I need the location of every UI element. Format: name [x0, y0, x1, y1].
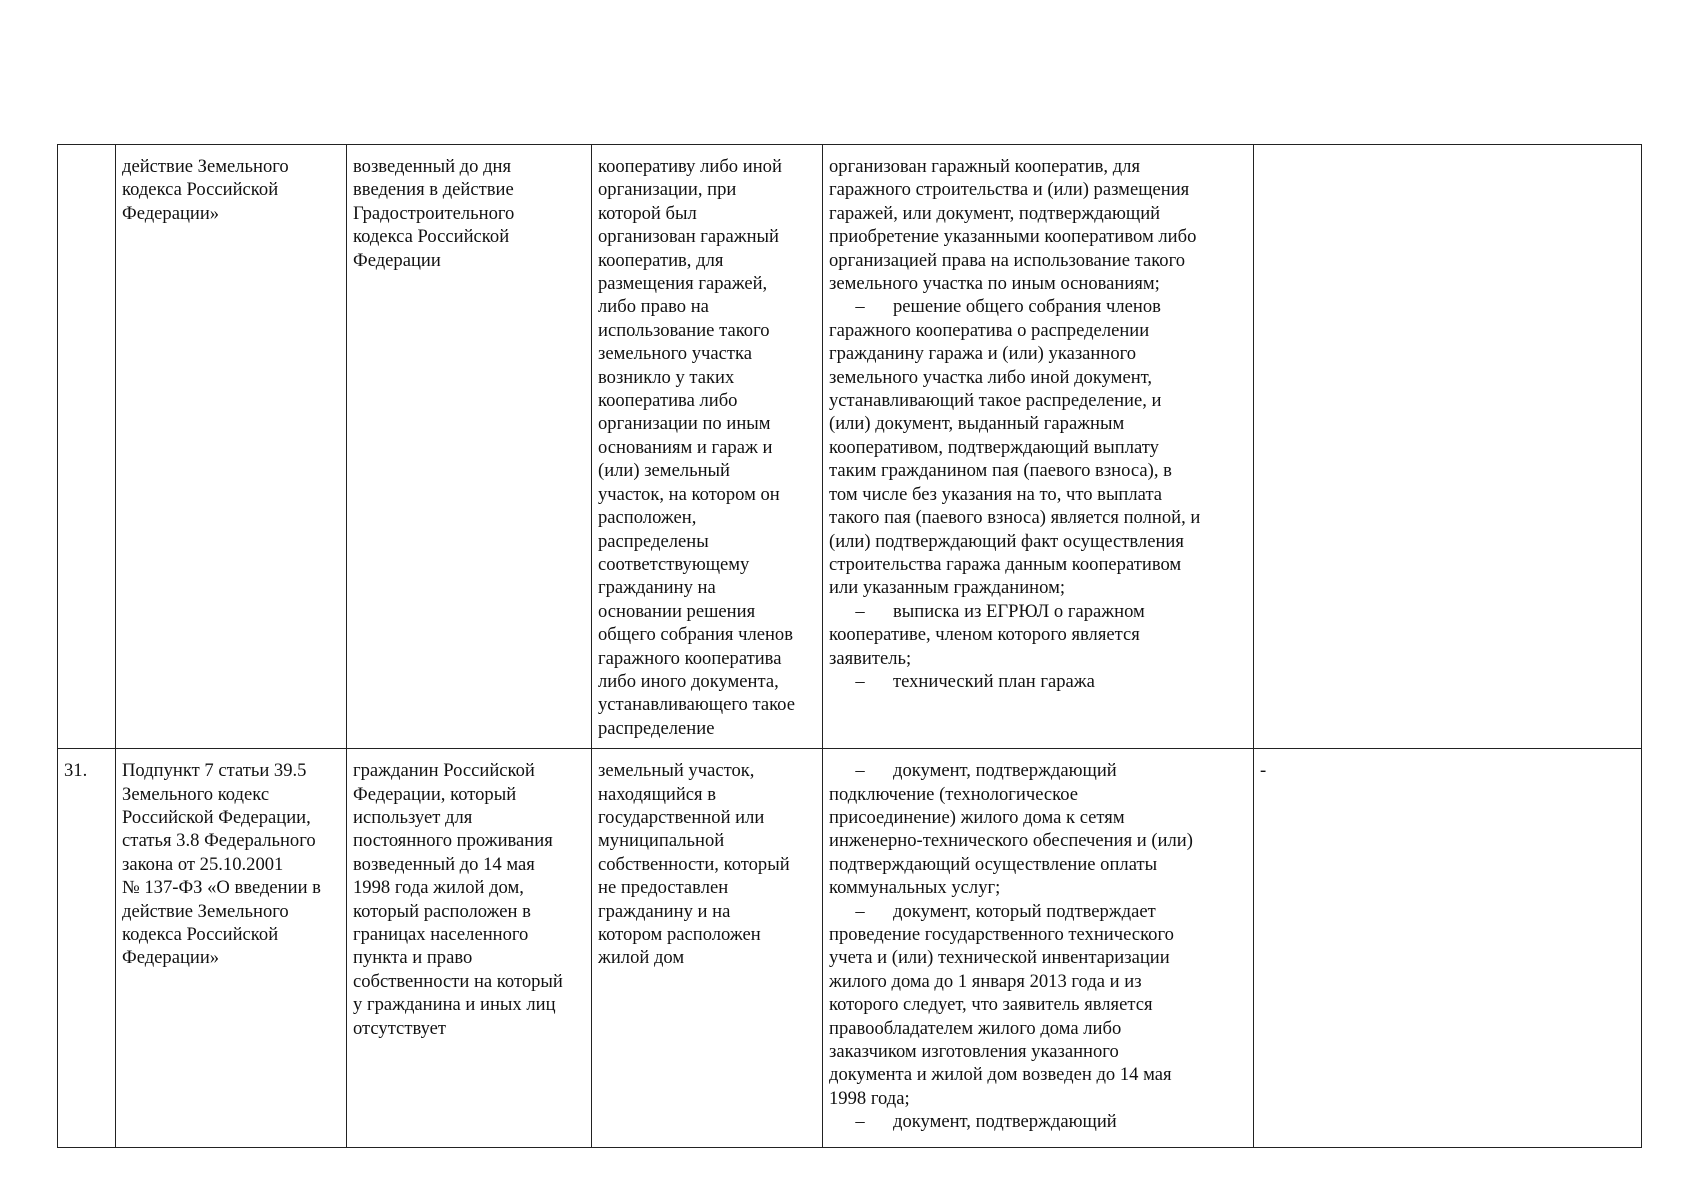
text-line: либо право на: [598, 296, 709, 318]
document-item: [829, 600, 1247, 670]
text-line: закона от 25.10.2001: [122, 853, 284, 875]
text-line: заявитель;: [829, 647, 912, 669]
text-line: гаражного строительства и (или) размещения: [829, 179, 1190, 201]
text-line: действие Земельного: [122, 900, 289, 922]
text-line: 1998 года жилой дом,: [353, 877, 524, 899]
text-line: Подпункт 7 статьи 39.5: [122, 760, 307, 782]
land-plot-cell: [592, 145, 823, 749]
text-line: распределены: [598, 530, 709, 552]
text-line: статья 3.8 Федерального: [122, 830, 316, 852]
text-line: (или) земельный: [598, 460, 730, 482]
text-line: возведенный до 14 мая: [353, 853, 535, 875]
text-line: Федерации, который: [353, 783, 517, 805]
text-line: соответствующему: [598, 553, 750, 575]
text-line: организован гаражный: [598, 226, 779, 248]
text-line: заказчиком изготовления указанного: [829, 1041, 1119, 1063]
text-line: гаражного кооператива о распределении: [829, 319, 1150, 341]
text-line: том числе без указания на то, что выплата: [829, 483, 1163, 505]
text-line: коммунальных услуг;: [829, 877, 1001, 899]
text-line: документ, подтверждающий: [893, 1111, 1117, 1133]
document-item: [829, 670, 1247, 693]
text-line: гражданину и на: [598, 900, 731, 922]
legal-basis-cell: [116, 749, 347, 1148]
document-item: [829, 1110, 1247, 1133]
text-line: приобретение указанными кооперативом либо: [829, 226, 1197, 248]
text-line: гражданин Российской: [353, 760, 535, 782]
text-line: кодекса Российской: [122, 179, 279, 201]
text-line: проведение государственного технического: [829, 924, 1174, 945]
text-line: Российской Федерации,: [122, 806, 311, 828]
documents-cell: [823, 749, 1254, 1148]
applicant-cell: [347, 749, 592, 1148]
text-line: выписка из ЕГРЮЛ о гаражном: [893, 600, 1145, 622]
documents-cell: [823, 145, 1254, 749]
document-item: [829, 155, 1247, 295]
text-line: основании решения: [598, 600, 756, 622]
text-line: гаражного кооператива: [598, 647, 782, 669]
text-line: устанавливающего такое: [598, 694, 795, 716]
dash-bullet: –: [855, 600, 865, 622]
text-line: у гражданина и иных лиц: [353, 994, 556, 1016]
text-line: учета и (или) технической инвентаризации: [829, 947, 1170, 969]
document-item: [829, 900, 1247, 1111]
text-line: организации, при: [598, 179, 737, 201]
text-line: Федерации: [353, 249, 441, 271]
text-line: возведенный до дня: [353, 156, 512, 177]
text-line: пункта и право: [353, 947, 473, 969]
text-line: введения в действие: [353, 179, 514, 201]
text-line: подтверждающий осуществление оплаты: [829, 853, 1158, 875]
text-line: кодекса Российской: [122, 924, 279, 945]
text-line: такого пая (паевого взноса) является полной, и: [829, 507, 1201, 529]
land-plot-cell: [592, 749, 823, 1148]
text-line: кооператива либо: [598, 390, 738, 412]
text-line: кооперативом, подтверждающий выплату: [829, 436, 1159, 458]
text-line: возникло у таких: [598, 366, 735, 388]
dash-bullet: –: [855, 900, 865, 922]
text-line: или указанным гражданином;: [829, 577, 1065, 599]
text-line: документ, подтверждающий: [893, 760, 1117, 782]
text-line: который расположен в: [353, 900, 531, 922]
text-line: организован гаражный кооператив, для: [829, 156, 1141, 177]
document-item: [829, 759, 1247, 899]
text-line: 1998 года;: [829, 1087, 910, 1109]
text-line: гаражей, или документ, подтверждающий: [829, 202, 1161, 224]
text-line: присоединение) жилого дома к сетям: [829, 806, 1125, 828]
text-line: жилой дом: [598, 947, 685, 969]
dash-bullet: –: [855, 296, 865, 318]
list-item-first-line: [829, 900, 1247, 923]
text-line: общего собрания членов: [598, 624, 794, 646]
table-row: [58, 145, 1642, 749]
note-cell: [1254, 749, 1642, 1148]
text-line: постоянного проживания: [353, 830, 553, 852]
text-line: гражданину гаража и (или) указанного: [829, 343, 1137, 365]
note-text: -: [1260, 760, 1267, 782]
text-line: документа и жилой дом возведен до 14 мая: [829, 1064, 1172, 1086]
text-line: Федерации»: [122, 202, 220, 224]
text-line: собственности на который: [353, 970, 563, 992]
text-line: кооперативе, членом которого является: [829, 624, 1140, 646]
text-line: использует для: [353, 806, 473, 828]
row-number: 31.: [64, 760, 88, 782]
dash-bullet: –: [855, 670, 865, 692]
text-line: подключение (технологическое: [829, 783, 1079, 805]
text-line: не предоставлен: [598, 877, 729, 899]
dash-bullet: –: [855, 1111, 865, 1133]
text-line: № 137-ФЗ «О введении в: [122, 877, 321, 899]
text-line: правообладателем жилого дома либо: [829, 1017, 1122, 1039]
text-line: решение общего собрания членов: [893, 296, 1161, 318]
applicant-cell: [347, 145, 592, 749]
list-item-first-line: [829, 759, 1247, 782]
text-line: котором расположен: [598, 924, 761, 945]
text-line: либо иного документа,: [598, 670, 779, 692]
row-number-cell: [58, 145, 116, 749]
text-line: Земельного кодекс: [122, 783, 270, 805]
text-line: земельный участок,: [598, 760, 755, 782]
list-item-first-line: [829, 670, 1247, 693]
text-line: земельного участка либо иной документ,: [829, 366, 1153, 388]
text-line: земельного участка по иным основаниям;: [829, 273, 1160, 295]
text-line: устанавливающий такое распределение, и: [829, 390, 1162, 412]
text-line: технический план гаража: [893, 670, 1095, 692]
text-line: Федерации»: [122, 947, 220, 969]
services-table: [57, 144, 1642, 1148]
text-line: границах населенного: [353, 924, 529, 945]
legal-basis-cell: [116, 145, 347, 749]
text-line: гражданину на: [598, 577, 716, 599]
text-line: строительства гаража данным кооперативом: [829, 553, 1182, 575]
text-line: использование такого: [598, 319, 770, 341]
table-row: [58, 749, 1642, 1148]
text-line: собственности, который: [598, 853, 790, 875]
note-cell: [1254, 145, 1642, 749]
text-line: которой был: [598, 202, 697, 224]
dash-bullet: –: [855, 760, 865, 782]
list-item-first-line: [829, 1110, 1247, 1133]
text-line: организации по иным: [598, 413, 771, 435]
text-line: кодекса Российской: [353, 226, 510, 248]
text-line: распределение: [598, 717, 715, 739]
text-line: участок, на котором он: [598, 483, 780, 505]
text-line: документ, который подтверждает: [893, 900, 1156, 922]
text-line: организацией права на использование такого: [829, 249, 1186, 271]
text-line: размещения гаражей,: [598, 273, 768, 295]
list-item-first-line: [829, 295, 1247, 318]
text-line: Градостроительного: [353, 202, 515, 224]
list-item-first-line: [829, 600, 1247, 623]
text-line: основаниям и гараж и: [598, 436, 773, 458]
row-number-cell: [58, 749, 116, 1148]
text-line: (или) документ, выданный гаражным: [829, 413, 1125, 435]
text-line: находящийся в: [598, 783, 717, 805]
text-line: муниципальной: [598, 830, 725, 852]
text-line: (или) подтверждающий факт осуществления: [829, 530, 1184, 552]
text-line: государственной или: [598, 806, 765, 828]
text-line: отсутствует: [353, 1017, 447, 1039]
text-line: жилого дома до 1 января 2013 года и из: [829, 970, 1142, 992]
text-line: которого следует, что заявитель является: [829, 994, 1153, 1016]
text-line: кооператив, для: [598, 249, 724, 271]
text-line: инженерно-технического обеспечения и (или): [829, 830, 1193, 852]
text-line: земельного участка: [598, 343, 753, 365]
text-line: таким гражданином пая (паевого взноса), в: [829, 460, 1172, 482]
text-line: расположен,: [598, 507, 697, 529]
text-line: действие Земельного: [122, 156, 289, 177]
document-item: [829, 295, 1247, 599]
text-line: кооперативу либо иной: [598, 156, 782, 177]
